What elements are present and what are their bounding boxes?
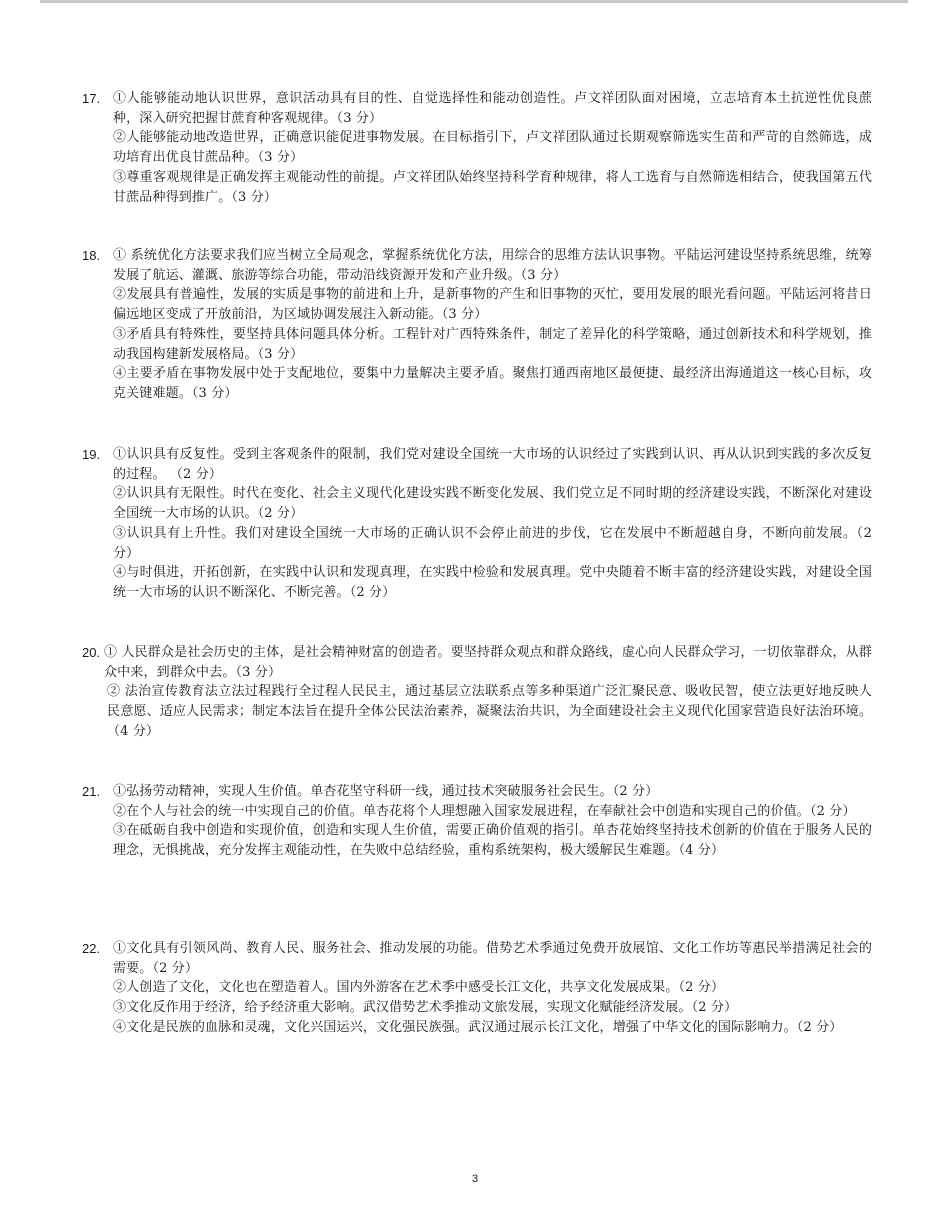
answer-block-21 (82, 782, 872, 861)
question-number: 18. (82, 248, 101, 263)
answer-point: ④与时俱进，开拓创新，在实践中认识和发现真理，在实践中检验和发展真理。党中央随着不断丰富的经济建设实践，对建设全国统一大市场的认识不断深化、不断完善。（2 分） (113, 565, 872, 600)
answer-points (113, 445, 872, 603)
answer-point: ② 法治宣传教育法立法过程践行全过程人民民主，通过基层立法联系点等多种渠道广泛汇聚民意、吸收民智，使立法更好地反映人民意愿、适应人民需求；制定本法旨在提升全体公民法治素养，凝聚法治共识，为全面建设社会主义现代化国家营造良好法治环境。（4 分） (107, 684, 872, 739)
answer-block-18 (82, 246, 872, 404)
answer-point: ②人能够能动地改造世界，正确意识能促进事物发展。在目标指引下，卢文祥团队通过长期观察筛选实生苗和严苛的自然筛选，成功培育出优良甘蔗品种。（3 分） (113, 130, 872, 166)
answer-points (113, 89, 872, 207)
question-number: 19. (82, 447, 101, 462)
answer-point: ③在砥砺自我中创造和实现价值，创造和实现人生价值，需要正确价值观的指引。单杏花始终坚持技术创新的价值在于服务人民的理念，无惧挑战，充分发挥主观能动性，在失败中总结经验，重构系统架构，极大缓解民生难题。（4 分） (113, 823, 872, 859)
answer-block-22 (82, 939, 872, 1038)
answer-point: ②人创造了文化，文化也在塑造着人。国内外游客在艺术季中感受长江文化，共享文化发展成果。（2 分） (113, 980, 725, 996)
question-number: 22. (82, 941, 101, 956)
question-number: 17. (82, 91, 101, 106)
answer-points (113, 939, 872, 1038)
answer-point: ④文化是民族的血脉和灵魂，文化兴国运兴，文化强民族强。武汉通过展示长江文化，增强了中华文化的国际影响力。（2 分） (113, 1019, 843, 1035)
answer-points (104, 643, 872, 742)
page-number: 3 (471, 1173, 479, 1185)
answer-point: ①文化具有引领风尚、教育人民、服务社会、推动发展的功能。借势艺术季通过免费开放展馆、文化工作坊等惠民举措满足社会的需要。（2 分） (113, 941, 872, 976)
answer-point: ③尊重客观规律是正确发挥主观能动性的前提。卢文祥团队始终坚持科学育种规律，将人工选育与自然筛选相结合，使我国第五代甘蔗品种得到推广。（3 分） (113, 169, 872, 205)
answer-point: ②在个人与社会的统一中实现自己的价值。单杏花将个人理想融入国家发展进程，在奉献社会中创造和实现自己的价值。（2 分） (113, 803, 856, 819)
answer-points (113, 782, 872, 861)
question-number: 21. (82, 784, 101, 799)
answer-point: ④主要矛盾在事物发展中处于支配地位，要集中力量解决主要矛盾。聚焦打通西南地区最便捷、最经济出海通道这一核心目标，攻克关键难题。（3 分） (113, 366, 872, 401)
answer-point: ①弘扬劳动精神，实现人生价值。单杏花坚守科研一线，通过技术突破服务社会民生。（2 分） (113, 784, 659, 799)
answer-points (113, 246, 872, 404)
answer-point: ①认识具有反复性。受到主客观条件的限制，我们党对建设全国统一大市场的认识经过了实践到认识、再从认识到实践的多次反复的过程。 （2 分） (113, 447, 872, 482)
question-number: 20. (82, 645, 101, 660)
answer-point: ②认识具有无限性。时代在变化、社会主义现代化建设实践不断变化发展、我们党立足不同时期的经济建设实践，不断深化对建设全国统一大市场的认识。（2 分） (113, 486, 872, 522)
answer-point: ③矛盾具有特殊性，要坚持具体问题具体分析。工程针对广西特殊条件，制定了差异化的科学策略，通过创新技术和科学规划，推动我国构建新发展格局。（3 分） (113, 326, 872, 362)
answer-point: ①人能够能动地认识世界，意识活动具有目的性、自觉选择性和能动创造性。卢文祥团队面对困境，立志培育本土抗逆性优良蔗种，深入研究把握甘蔗育种客观规律。（3 分） (113, 91, 872, 126)
answer-block-19 (82, 445, 872, 603)
answer-point: ① 系统优化方法要求我们应当树立全局观念，掌握系统优化方法，用综合的思维方法认识事物。平陆运河建设坚持系统思维，统筹发展了航运、灌溉、旅游等综合功能，带动沿线资源开发和产业升级。（3 分） (113, 248, 872, 283)
answer-point: ① 人民群众是社会历史的主体，是社会精神财富的创造者。要坚持群众观点和群众路线，虚心向人民群众学习，一切依靠群众，从群众中来，到群众中去。（3 分） (104, 645, 872, 680)
answer-point: ②发展具有普遍性，发展的实质是事物的前进和上升，是新事物的产生和旧事物的灭忙，要用发展的眼光看问题。平陆运河将昔日偏远地区变成了开放前沿，为区域协调发展注入新动能。（3 分） (113, 287, 872, 323)
answer-block-17 (82, 89, 872, 207)
answer-point: ③文化反作用于经济，给予经济重大影响。武汉借势艺术季推动文旅发展，实现文化赋能经济发展。（2 分） (113, 1000, 738, 1016)
top-rule (40, 0, 908, 3)
answer-block-20 (82, 643, 872, 742)
answer-point: ③认识具有上升性。我们对建设全国统一大市场的正确认识不会停止前进的步伐，它在发展中不断超越自身，不断向前发展。（2 分） (113, 525, 872, 561)
